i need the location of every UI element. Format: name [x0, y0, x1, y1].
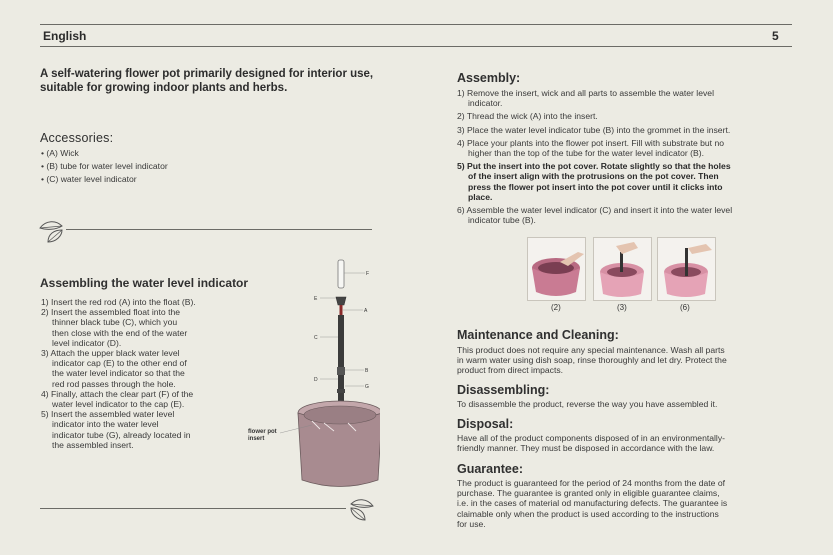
text-line: friendly manner. They must be disposed in accordance with the law.	[457, 443, 715, 454]
accessories-list	[41, 148, 168, 185]
step-line: 6) Assemble the water level indicator (C) and insert it into the water level	[457, 205, 733, 216]
step-line: the assembled insert.	[52, 439, 134, 450]
accessory-item: • (B) tube for water level indicator	[41, 161, 168, 172]
text-line: in warm water using dish soap, rinse thoroughly and let dry. Protect the	[457, 355, 727, 366]
photo-caption: (6)	[680, 303, 690, 312]
step-line: the water level indicator so that the	[52, 368, 185, 379]
photo-step-6	[657, 237, 716, 301]
insert-label: flower pot	[248, 429, 277, 435]
maintenance-title: Maintenance and Cleaning:	[457, 328, 619, 342]
step-line: 4) Finally, attach the clear part (F) of the	[41, 388, 194, 399]
text-line: To disassemble the product, reverse the way you have assembled it.	[457, 399, 718, 409]
label-a: A	[364, 308, 368, 314]
label-c: C	[314, 335, 318, 341]
text-line: The product is guaranteed for the period of 24 months from the date of	[457, 478, 726, 488]
language-label: English	[43, 29, 87, 43]
step-line: red rod passes through the hole.	[52, 378, 176, 389]
step-line: 3) Place the water level indicator tube (B) into the grommet in the insert.	[457, 124, 731, 135]
label-d: D	[314, 377, 318, 383]
step-line: level indicator (D).	[52, 337, 122, 348]
step-line: then close with the end of the water	[52, 327, 188, 338]
leaf-icon	[341, 492, 375, 522]
step-line: 3) Attach the upper black water level	[41, 348, 180, 359]
step-line: 5) Put the insert into the pot cover. Rotate slightly so that the holes	[457, 161, 731, 172]
text-line: Have all of the product components disposed of in an environmentally-	[457, 433, 725, 443]
insert-label: insert	[248, 436, 265, 442]
assembling-steps	[41, 297, 241, 450]
accessory-item: • (A) Wick	[41, 148, 79, 158]
disposal-title: Disposal:	[457, 417, 514, 431]
maintenance-text	[457, 345, 797, 376]
disassembling-title: Disassembling:	[457, 383, 550, 397]
assembly-title: Assembly:	[457, 71, 521, 85]
assembling-title: Assembling the water level indicator	[40, 276, 249, 290]
label-f: F	[366, 271, 370, 277]
text-line: This product does not require any special maintenance. Wash all parts	[457, 345, 725, 355]
assembly-steps	[457, 88, 797, 225]
photo-caption: (3)	[617, 303, 627, 312]
accessory-item: • (C) water level indicator	[41, 174, 137, 185]
photo-step-3	[593, 237, 652, 301]
accessories-title: Accessories:	[40, 131, 114, 145]
step-line: indicator into the water level	[52, 419, 159, 430]
disposal-text	[457, 433, 797, 453]
step-line: indicator tube (G), already located in	[52, 429, 191, 440]
pot-photo-icon	[528, 238, 585, 300]
header-top-rule	[40, 24, 792, 25]
step-line: 2) Thread the wick (A) into the insert.	[457, 111, 598, 122]
text-line: claimable only when the product is used according to the instructions	[457, 508, 719, 519]
step-line: of the insert align with the protrusions on the pot cover. Then	[468, 171, 719, 182]
step-line: 2) Insert the assembled float into the	[41, 307, 181, 318]
step-line: 1) Remove the insert, wick and all parts to assemble the water level	[457, 88, 714, 98]
guarantee-title: Guarantee:	[457, 462, 523, 476]
divider-rule	[40, 508, 346, 509]
guarantee-text	[457, 478, 797, 529]
photo-caption: (2)	[551, 303, 561, 312]
step-line: 4) Place your plants into the flower pot insert. Fill with substrate but no	[457, 137, 725, 148]
step-line: press the flower pot insert into the pot cover until it clicks into	[468, 181, 723, 192]
label-b: B	[365, 368, 369, 374]
pot-photo-icon	[594, 238, 651, 300]
page-number: 5	[772, 29, 779, 43]
text-line: for use.	[457, 518, 486, 529]
pot-photo-icon	[658, 238, 715, 300]
step-line: 1) Insert the red rod (A) into the float (B).	[41, 297, 196, 307]
header-bottom-rule	[40, 46, 792, 47]
step-line: indicator tube (B).	[468, 215, 536, 226]
text-line: purchase. The guarantee is granted only in eligible guarantee claims,	[457, 488, 720, 499]
step-line: 5) Insert the assembled water level	[41, 409, 175, 420]
step-line: higher than the top of the tube for the water level indicator (B).	[468, 148, 704, 159]
text-line: product from direct impacts.	[457, 365, 564, 376]
disassembling-text	[457, 399, 797, 409]
water-level-indicator-diagram	[240, 255, 380, 495]
step-line: indicator.	[468, 98, 503, 109]
step-line: thinner black tube (C), which you	[52, 317, 178, 328]
step-line: place.	[468, 191, 493, 202]
step-line: indicator cap (E) to the other end of	[52, 358, 187, 369]
photo-step-2	[527, 237, 586, 301]
label-e: E	[314, 296, 318, 302]
intro-text: A self-watering flower pot primarily designed for interior use, suitable for growing indoor plants and herbs.	[40, 68, 374, 94]
step-line: water level indicator to the cap (E).	[52, 399, 185, 410]
text-line: i.e. in the cases of material od manufacturing defects. The guarantee is	[457, 498, 728, 509]
label-g: G	[365, 384, 369, 390]
divider-rule	[66, 229, 372, 230]
